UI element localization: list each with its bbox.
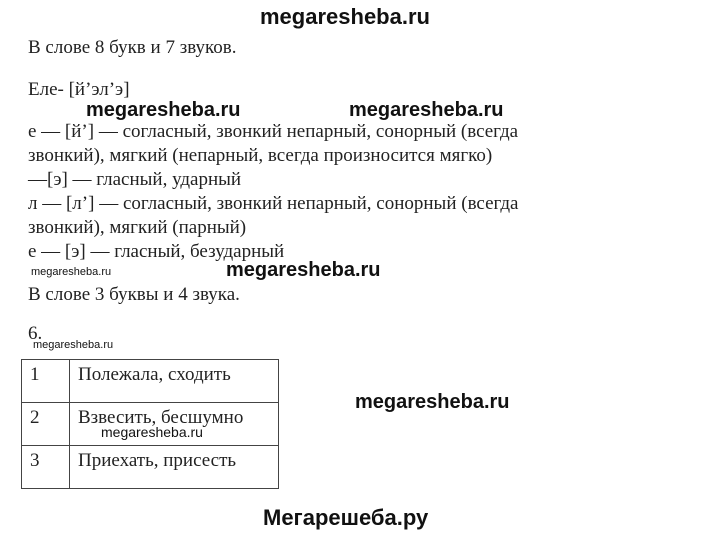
text-line: —[э] — гласный, ударный: [28, 169, 242, 190]
text-line-transcription: Еле- [й’эл’э]: [28, 79, 130, 100]
text-line: л — [л’] — согласный, звонкий непарный, сонорный (всегда: [28, 193, 519, 214]
site-footer: Мегарешеба.ру: [263, 505, 429, 530]
watermark: megaresheba.ru: [86, 99, 241, 121]
table-row: [22, 446, 279, 489]
text-line: е — [й’] — согласный, звонкий непарный, сонорный (всегда: [28, 121, 519, 142]
watermark: megaresheba.ru: [349, 99, 504, 121]
table-row: [22, 360, 279, 403]
row-words: Взвесить, бесшумно: [70, 403, 279, 446]
watermark: megaresheba.ru: [101, 424, 203, 440]
text-line: звонкий), мягкий (непарный, всегда произносится мягко): [28, 145, 493, 166]
row-words: Приехать, присесть: [70, 446, 279, 489]
row-number: 2: [22, 403, 70, 446]
watermark: megaresheba.ru: [31, 266, 112, 278]
site-header: megaresheba.ru: [260, 4, 430, 29]
text-line-letter-count: В слове 8 букв и 7 звуков.: [28, 37, 237, 58]
text-line-sound-count: В слове 3 буквы и 4 звука.: [28, 284, 240, 305]
section-number: 6.: [28, 323, 43, 344]
watermark: megaresheba.ru: [226, 259, 381, 281]
text-line: звонкий), мягкий (парный): [28, 217, 247, 238]
watermark: megaresheba.ru: [355, 391, 510, 413]
row-words: Полежала, сходить: [70, 360, 279, 403]
row-number: 1: [22, 360, 70, 403]
watermark: megaresheba.ru: [33, 339, 114, 351]
row-number: 3: [22, 446, 70, 489]
text-line: е — [э] — гласный, безударный: [28, 241, 285, 262]
